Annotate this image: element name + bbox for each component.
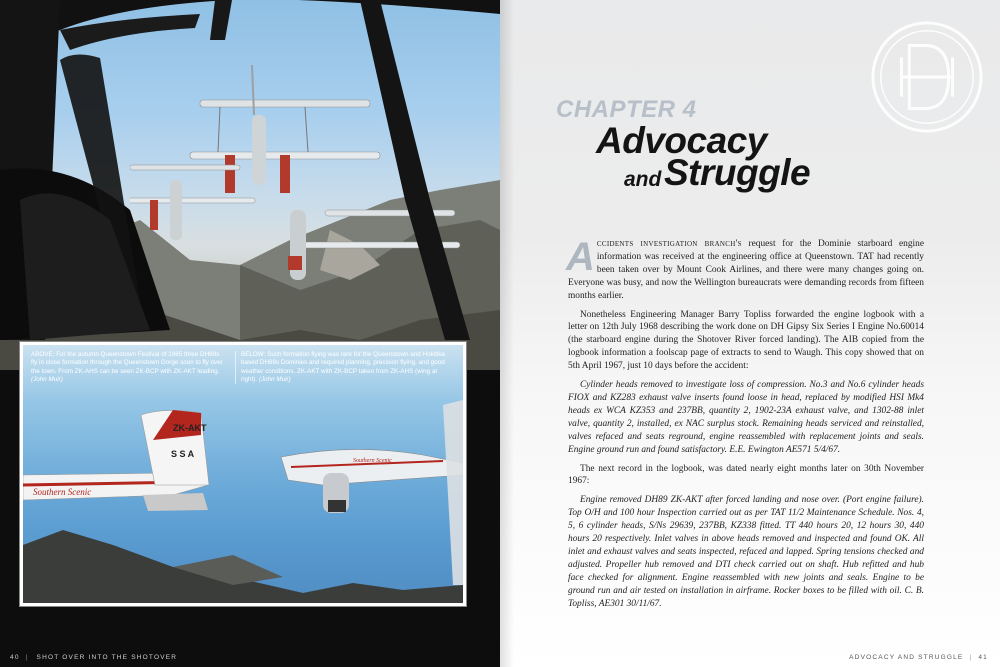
right-page	[500, 0, 1000, 667]
caption-below-text: BELOW: Such formation flying was rare for the Queenstown and Hokitika based DH89s Dominies and required planning, precision flying, and good weather conditions. ZK-AKT with ZK-BCP taken from ZK-AHS (wing at right).	[241, 351, 445, 383]
cockpit-frame	[0, 0, 500, 340]
paragraph-3: The next record in the logbook, was dated nearly eight months later on 30th November 1967:	[568, 463, 924, 487]
fuselage-script: Southern Scenic	[33, 487, 92, 497]
right-page-number: 41	[978, 654, 988, 661]
aircraft-zk-akt	[23, 410, 209, 511]
logbook-quote-1: Cylinder heads removed to investigate loss of compression. No.3 and No.6 cylinder heads FIOX and KZ283 exhaust valve inserts found loose in head, replaced by modified HSI Mk4 heads ex WCA KZ353 and 237BB, quantity 2, 1902-23A exhaust valve, and 1302-88 inlet valve, quantity 2, installed, ex NAC surplus stock. Remaining heads serviced and reinstalled, valves refaced and seats reground, engine reassembled with replacement joints and seals. Engine ground run and found satisfactory. E.E. Ewington AE571 5/4/67.	[568, 380, 924, 455]
caption-below-credit: (John Muir)	[258, 375, 291, 383]
page-spine-shadow	[500, 0, 514, 667]
inset-formation-photo	[20, 342, 466, 606]
dh-monogram-logo	[868, 18, 986, 136]
tail-letters: S S A	[171, 449, 195, 459]
footer-separator: |	[969, 654, 973, 661]
paragraph-1-smallcaps: ccidents investigation branch's	[596, 239, 742, 249]
chapter-label: CHAPTER 4	[556, 96, 697, 123]
footer-separator: |	[25, 654, 29, 661]
paragraph-1-text: request for the Dominie starboard engine information was received at the engineering office at Queenstown. TAT had recently been taken over by Mount Cook Airlines, and there were many changes going on. Everyone was busy, and now the Wellington bureaucrats were demanding records from fifteen months earlier.	[568, 239, 924, 301]
right-running-head: ADVOCACY AND STRUGGLE	[849, 654, 964, 661]
chapter-title-line1: Advocacy	[596, 120, 767, 161]
fuselage-script-2: Southern Scenic	[353, 458, 392, 464]
reg-marking: ZK-AKT	[173, 423, 207, 433]
left-footer	[10, 654, 177, 661]
cockpit-formation-photo	[0, 0, 500, 330]
chapter-body	[566, 235, 924, 616]
caption-below	[235, 351, 451, 384]
paragraph-2: Nonetheless Engineering Manager Barry Topliss forwarded the engine logbook with a letter on 12th July 1968 describing the work done on DH Gipsy Six Series I Engine No.60014 (the starboard engine during the Shotover River forced landing). The AIB copied from the logbook information a foolscap page of extracts to send to Waugh. This copy showed that on 5th April 1967, just 10 days before the accident:	[568, 309, 924, 372]
caption-above	[31, 351, 226, 384]
caption-above-text: ABOVE: For the autumn Queenstown Festival of 1965 three DH89s fly in close formation through the Queenstown Gorge soon to fly over the town. From ZK-AHS can be seen ZK-BCP with ZK-AKT leading.	[31, 351, 223, 375]
chapter-title-line2: Struggle	[664, 152, 811, 193]
caption-above-credit: (John Muir)	[31, 375, 63, 383]
logbook-quote-2: Engine removed DH89 ZK-AKT after forced landing and nose over. (Port engine failure). Top O/H and 100 hour Inspection carried out as per TAT 11/2 Maintenance Schedule. Nos. 4, 5, 6 cylinder heads, S/Ns 29639, 237BB, KZ338 fitted. TT 440 hours 20, 12 hours 30, 440 hours 20 respectively. Inlet valves in above heads removed and inspected and found OK. All inlet and exhaust valves and seats inspected, refaced and lapped. Spring tensions checked and adjusted. Propeller hub removed and DTI check carried out on shaft. Hub refitted and hub face checked for alignment. Engine reassembled with new joints and seals. Engine to be ground run and air tested on installation in airframe. Rocker boxes to be filled with oil. C. B. Topliss, AE301 30/11/67.	[568, 495, 924, 609]
left-running-head: SHOT OVER INTO THE SHOTOVER	[36, 654, 178, 661]
drop-cap: A	[566, 235, 595, 279]
left-page-number: 40	[10, 654, 20, 661]
chapter-title-and: and	[624, 168, 662, 191]
right-footer	[849, 654, 988, 661]
paragraph-1	[566, 235, 924, 303]
aircraft-zk-bcp	[281, 400, 463, 585]
